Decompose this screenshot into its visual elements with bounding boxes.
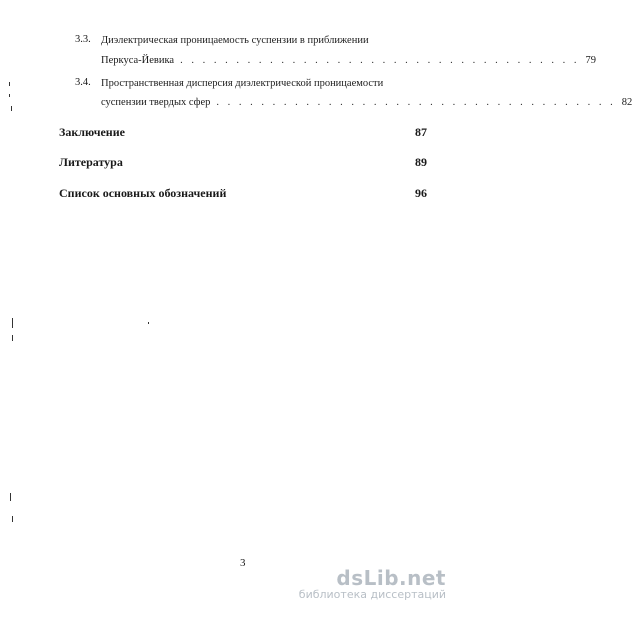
leader-dots: . . . . . . . . . . . . . . . . . . . . . . . . . . . . . . . . . . . . bbox=[216, 97, 616, 108]
scan-mark bbox=[12, 318, 13, 328]
section-page: 82 bbox=[621, 97, 632, 108]
scan-mark bbox=[12, 516, 13, 522]
chapter-title: Заключение bbox=[59, 125, 125, 139]
chapter-page: 87 bbox=[415, 125, 427, 139]
toc-chapter-notation bbox=[59, 186, 427, 201]
section-page: 79 bbox=[585, 55, 596, 66]
watermark-tagline: библиотека диссертаций bbox=[298, 588, 446, 601]
chapter-page: 89 bbox=[415, 155, 427, 169]
page-number: 3 bbox=[240, 557, 246, 569]
scan-speck bbox=[148, 322, 149, 324]
toc-chapter-literature bbox=[59, 155, 427, 170]
section-title-line2-row bbox=[101, 97, 632, 108]
chapter-title: Список основных обозначений bbox=[59, 186, 227, 200]
watermark bbox=[278, 568, 446, 602]
section-number: 3.4. bbox=[75, 77, 91, 88]
chapter-page: 96 bbox=[415, 186, 427, 200]
section-title-line1: Диэлектрическая проницаемость суспензии в приближении bbox=[101, 35, 369, 46]
section-title-line2: суспензии твердых сфер bbox=[101, 97, 211, 108]
scan-mark bbox=[11, 106, 12, 111]
leader-dots: . . . . . . . . . . . . . . . . . . . . . . . . . . . . . . . . . . . . bbox=[180, 55, 580, 66]
toc-chapter-conclusion bbox=[59, 125, 427, 140]
section-title-line2: Перкуса-Йевика bbox=[101, 55, 175, 66]
scan-mark bbox=[9, 82, 10, 86]
section-title-line2-row bbox=[101, 55, 596, 66]
section-title-line1: Пространственная дисперсия диэлектрической проницаемости bbox=[101, 78, 384, 89]
scan-mark bbox=[9, 94, 10, 97]
section-number: 3.3. bbox=[75, 34, 91, 45]
watermark-logo: dsLib.net bbox=[336, 566, 446, 590]
chapter-title: Литература bbox=[59, 155, 123, 169]
scan-mark bbox=[12, 335, 13, 341]
scan-mark bbox=[10, 493, 11, 501]
